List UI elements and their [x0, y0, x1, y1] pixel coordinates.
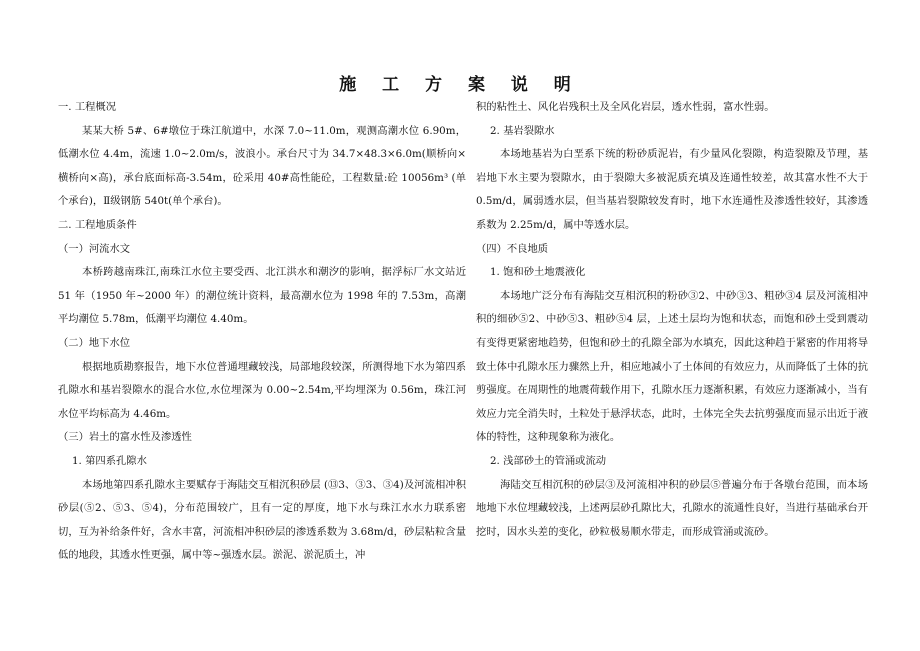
- paragraph: 根据地质勘察报告，地下水位普通埋藏较浅，局部地段较深，所测得地下水为第四系孔隙水和基岩裂隙水的混合水位,水位埋深为 0.00~2.54m,平均埋深为 0.56m，珠江河水位平均标高为 4.46m。: [58, 360, 466, 420]
- paragraph: 某某大桥 5#、6#墩位于珠江航道中，水深 7.0~11.0m，观测高潮水位 6.90m，低潮水位 4.4m，流速 1.0~2.0m/s，波浪小。承台尺寸为 34.7×48.3×6.0m(顺桥向×横桥向×高)，承台底面标高-3.54m，砼采用 40#高性能砼，工程数量:砼 10056m³ (单个承台)，Ⅱ级钢筋 540t(单个承台)。: [58, 124, 466, 208]
- subsection-heading: （三）岩土的富水性及渗透性: [58, 431, 192, 444]
- paragraph: 本场地基岩为白垩系下统的粉砂质泥岩，有少量风化裂隙，构造裂隙及节理，基岩地下水主要为裂隙水，由于裂隙大多被泥质充填及连通性较差，故其富水性不大于 0.5m/d，属弱透水层，但当基岩裂隙较发育时，地下水连通性及渗透性较好，其渗透系数为 2.25m/d，属中等透水层。: [476, 148, 868, 231]
- item-heading: 2. 基岩裂隙水: [490, 124, 555, 137]
- item-heading: 1. 饱和砂土地震液化: [490, 266, 586, 279]
- section-heading: 二. 工程地质条件: [58, 218, 137, 231]
- subsection-heading: （二）地下水位: [58, 336, 131, 349]
- paragraph: 本桥跨越南珠江,南珠江水位主要受西、北江洪水和潮汐的影响，据浮标厂水文站近 51 年（1950 年~2000 年）的潮位统计资料，最高潮水位为 1998 年的 7.53m，高潮平均潮位 5.78m，低潮平均潮位 4.40m。: [58, 266, 466, 326]
- subsection-heading: （一）河流水文: [58, 242, 131, 255]
- page-title: 施 工 方 案 说 明: [339, 75, 581, 95]
- left-column: [58, 96, 466, 568]
- paragraph: 本场地第四系孔隙水主要赋存于海陆交互相沉积砂层 (⑬3、③3、③4)及河流相冲积砂层(⑤2、⑤3、⑤4)，分布范围较广，且有一定的厚度，地下水与珠江水水力联系密切，互为补给条件好，含水丰富，河流相冲积砂层的渗透系数为 3.68m/d，砂层粘粒含量低的地段，其透水性更强，属中等~强透水层。淤泥、淤泥质土，冲: [58, 478, 466, 562]
- item-heading: 1. 第四系孔隙水: [72, 454, 147, 467]
- paragraph: 海陆交互相沉积的砂层③及河流相冲积的砂层⑤普遍分布于各墩台范围，而本场地地下水位埋藏较浅，上述两层砂孔隙比大，孔隙水的流通性良好，当进行基础承台开挖时，因水头差的变化，砂粒极易顺水带走，而形成管涌或流砂。: [476, 478, 868, 538]
- paragraph-continuation: 积的粘性土、风化岩残积土及全风化岩层，透水性弱，富水性弱。: [476, 101, 775, 113]
- subsection-heading: （四）不良地质: [476, 242, 549, 255]
- item-heading: 2. 浅部砂土的管涌或流动: [490, 454, 607, 467]
- section-heading: 一. 工程概况: [58, 101, 117, 113]
- paragraph: 本场地广泛分布有海陆交互相沉积的粉砂③2、中砂③3、粗砂③4 层及河流相冲积的细砂⑤2、中砂⑤3、粗砂⑤4 层，上述土层均为饱和状态，而饱和砂土受到震动有变得更紧密地趋势，但饱和砂土的孔隙全部为水填充，因此这种趋于紧密的作用将导致土体中孔隙水压力骤然上升，相应地减小了土体间的有效应力，从而降低了土体的抗剪强度。在周期性的地震荷载作用下，孔隙水压力逐渐积累，有效应力逐渐减小，当有效应力完全消失时，土粒处于悬浮状态，此时，土体完全失去抗剪强度而显示出近于液体的特性，这种现象称为液化。: [476, 289, 868, 444]
- right-column: [476, 96, 868, 544]
